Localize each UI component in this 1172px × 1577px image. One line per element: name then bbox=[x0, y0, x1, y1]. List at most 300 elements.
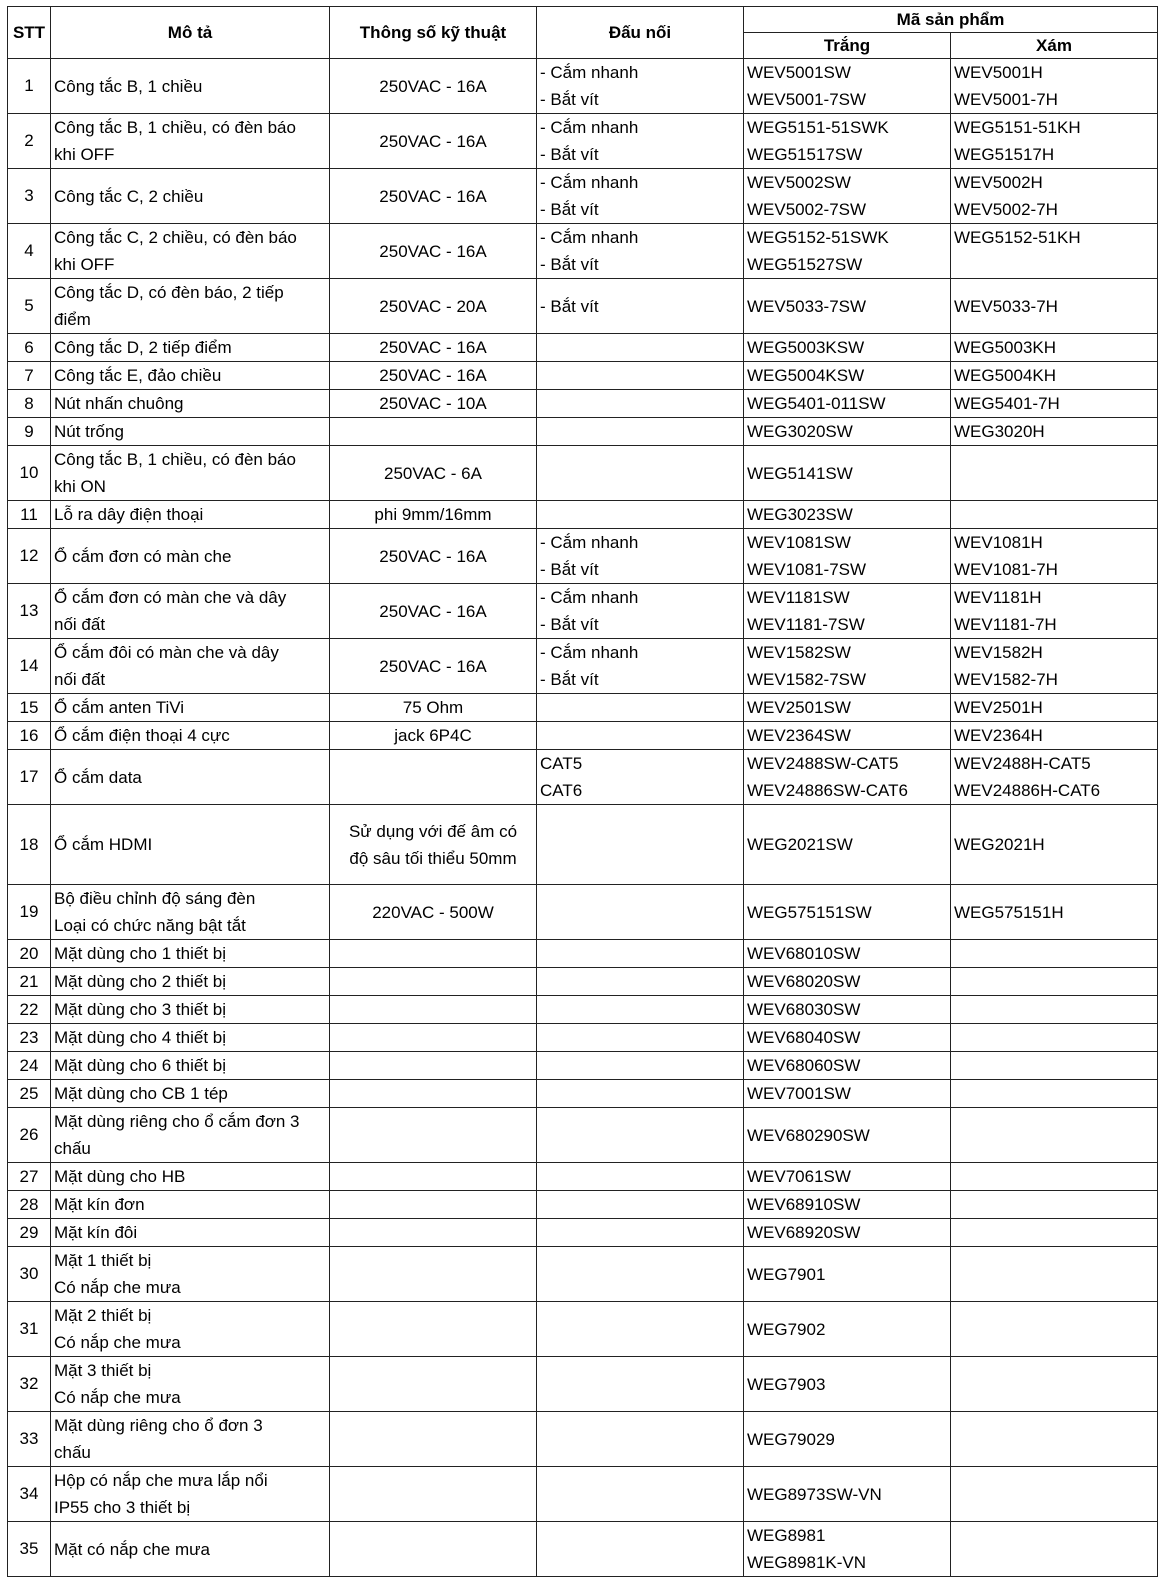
description-line: Công tắc C, 2 chiều, có đèn báo bbox=[54, 228, 297, 247]
description-line: Ổ cắm đơn có màn che và dây bbox=[54, 588, 287, 607]
connection-cell bbox=[537, 1247, 744, 1302]
white-code-line: WEV7061SW bbox=[747, 1167, 851, 1186]
table-body bbox=[8, 59, 1158, 1577]
connection-line: - Bắt vít bbox=[540, 200, 599, 219]
spec-cell bbox=[330, 940, 537, 968]
grey-code-cell bbox=[951, 1219, 1158, 1247]
spec-cell bbox=[330, 885, 537, 940]
description-line: Mặt dùng riêng cho ổ đơn 3 bbox=[54, 1416, 263, 1435]
grey-code-cell bbox=[951, 1247, 1158, 1302]
white-code-cell bbox=[744, 362, 951, 390]
spec-cell bbox=[330, 1108, 537, 1163]
stt-cell: 10 bbox=[8, 446, 51, 501]
connection-line: CAT5 bbox=[540, 754, 583, 773]
grey-code-cell bbox=[951, 885, 1158, 940]
white-code-line: WEV680290SW bbox=[747, 1125, 870, 1145]
white-code-cell bbox=[744, 584, 951, 639]
grey-code-line: WEV24886H-CAT6 bbox=[954, 781, 1101, 800]
description-cell bbox=[51, 501, 330, 529]
connection-cell bbox=[537, 279, 744, 334]
grey-code-cell bbox=[951, 968, 1158, 996]
white-code-line: WEV1181-7SW bbox=[747, 615, 865, 634]
stt-cell: 1 bbox=[8, 59, 51, 114]
connection-line: CAT6 bbox=[540, 781, 583, 800]
description-line: Có nắp che mưa bbox=[54, 1333, 181, 1352]
description-line: Ổ cắm anten TiVi bbox=[54, 698, 185, 717]
stt-cell: 28 bbox=[8, 1191, 51, 1219]
grey-code-line: WEV1081-7H bbox=[954, 560, 1058, 579]
table-row bbox=[8, 1302, 1158, 1357]
grey-code-cell bbox=[951, 1357, 1158, 1412]
description-line: Loại có chức năng bật tắt bbox=[54, 916, 246, 935]
grey-code-line bbox=[954, 251, 1154, 278]
stt-cell: 30 bbox=[8, 1247, 51, 1302]
description-line: Mặt 1 thiết bị bbox=[54, 1251, 152, 1270]
white-code-line: WEG5141SW bbox=[747, 463, 853, 483]
description-line: khi OFF bbox=[54, 145, 115, 164]
description-cell bbox=[51, 1108, 330, 1163]
connection-line: - Cắm nhanh bbox=[540, 228, 639, 247]
connection-cell bbox=[537, 529, 744, 584]
connection-cell bbox=[537, 1219, 744, 1247]
grey-code-cell bbox=[951, 722, 1158, 750]
connection-cell bbox=[537, 805, 744, 885]
table-row bbox=[8, 996, 1158, 1024]
spec-cell bbox=[330, 334, 537, 362]
connection-line: - Bắt vít bbox=[540, 255, 599, 274]
spec-line: Sử dụng với đế âm có bbox=[348, 821, 518, 841]
grey-code-cell bbox=[951, 334, 1158, 362]
description-cell bbox=[51, 390, 330, 418]
stt-cell: 23 bbox=[8, 1024, 51, 1052]
description-line: Hộp có nắp che mưa lắp nổi bbox=[54, 1471, 268, 1490]
description-cell bbox=[51, 639, 330, 694]
stt-cell: 2 bbox=[8, 114, 51, 169]
description-cell bbox=[51, 169, 330, 224]
description-cell bbox=[51, 805, 330, 885]
spec-cell bbox=[330, 446, 537, 501]
grey-code-cell bbox=[951, 1052, 1158, 1080]
connection-cell bbox=[537, 722, 744, 750]
spec-line: jack 6P4C bbox=[394, 726, 472, 745]
connection-cell bbox=[537, 1163, 744, 1191]
spec-cell bbox=[330, 59, 537, 114]
white-code-line: WEV68020SW bbox=[747, 972, 861, 991]
white-code-line: WEG7903 bbox=[747, 1374, 826, 1394]
stt-cell: 22 bbox=[8, 996, 51, 1024]
spec-cell bbox=[330, 584, 537, 639]
white-code-line: WEG5003KSW bbox=[747, 338, 865, 357]
white-code-line: WEV68040SW bbox=[747, 1028, 861, 1047]
grey-code-line: WEG575151H bbox=[954, 902, 1064, 922]
white-code-cell bbox=[744, 1163, 951, 1191]
stt-cell: 5 bbox=[8, 279, 51, 334]
spec-cell bbox=[330, 1024, 537, 1052]
description-line: IP55 cho 3 thiết bị bbox=[54, 1498, 191, 1517]
description-cell bbox=[51, 1024, 330, 1052]
header-grey: Xám bbox=[951, 33, 1158, 59]
spec-cell bbox=[330, 750, 537, 805]
grey-code-line: WEG5401-7H bbox=[954, 394, 1060, 413]
white-code-line: WEG2021SW bbox=[747, 835, 853, 854]
white-code-cell bbox=[744, 169, 951, 224]
grey-code-cell bbox=[951, 529, 1158, 584]
connection-cell bbox=[537, 968, 744, 996]
grey-code-cell bbox=[951, 1024, 1158, 1052]
stt-cell: 27 bbox=[8, 1163, 51, 1191]
spec-line: 75 Ohm bbox=[402, 698, 464, 717]
description-cell bbox=[51, 529, 330, 584]
white-code-cell bbox=[744, 1108, 951, 1163]
description-cell bbox=[51, 1302, 330, 1357]
white-code-line: WEG7901 bbox=[747, 1264, 826, 1284]
spec-line: 250VAC - 10A bbox=[379, 394, 487, 413]
table-row bbox=[8, 694, 1158, 722]
spec-line: 250VAC - 16A bbox=[379, 241, 487, 261]
white-code-cell bbox=[744, 279, 951, 334]
description-cell bbox=[51, 1163, 330, 1191]
white-code-line: WEG51527SW bbox=[747, 255, 863, 274]
table-row bbox=[8, 279, 1158, 334]
spec-cell bbox=[330, 694, 537, 722]
table-row bbox=[8, 1191, 1158, 1219]
description-line: Nút trống bbox=[54, 422, 124, 441]
grey-code-cell bbox=[951, 1191, 1158, 1219]
spec-cell bbox=[330, 279, 537, 334]
white-code-cell bbox=[744, 1302, 951, 1357]
stt-cell: 34 bbox=[8, 1467, 51, 1522]
spec-cell bbox=[330, 501, 537, 529]
description-cell bbox=[51, 1467, 330, 1522]
description-line: Mặt dùng cho 3 thiết bị bbox=[54, 1000, 227, 1019]
white-code-line: WEG5151-51SWK bbox=[747, 118, 889, 137]
description-line: Mặt kín đôi bbox=[54, 1223, 138, 1242]
white-code-cell bbox=[744, 1080, 951, 1108]
description-cell bbox=[51, 722, 330, 750]
stt-cell: 6 bbox=[8, 334, 51, 362]
white-code-line: WEV1181SW bbox=[747, 588, 850, 607]
stt-cell: 13 bbox=[8, 584, 51, 639]
grey-code-line: WEV5001-7H bbox=[954, 90, 1058, 109]
grey-code-line: WEV1081H bbox=[954, 533, 1043, 552]
spec-cell bbox=[330, 418, 537, 446]
stt-cell: 12 bbox=[8, 529, 51, 584]
spec-line: 220VAC - 500W bbox=[372, 902, 494, 922]
grey-code-cell bbox=[951, 224, 1158, 279]
description-line: nối đất bbox=[54, 615, 106, 634]
connection-line: - Bắt vít bbox=[540, 560, 599, 579]
table-row bbox=[8, 1108, 1158, 1163]
white-code-line: WEG7902 bbox=[747, 1319, 826, 1339]
connection-cell bbox=[537, 1302, 744, 1357]
white-code-cell bbox=[744, 1219, 951, 1247]
description-line: Công tắc C, 2 chiều bbox=[54, 186, 204, 206]
white-code-cell bbox=[744, 1522, 951, 1577]
spec-line: 250VAC - 16A bbox=[379, 601, 487, 621]
spec-cell bbox=[330, 722, 537, 750]
white-code-cell bbox=[744, 940, 951, 968]
white-code-line: WEV1081SW bbox=[747, 533, 851, 552]
grey-code-line: WEG3020H bbox=[954, 422, 1045, 441]
grey-code-cell bbox=[951, 59, 1158, 114]
description-line: Công tắc B, 1 chiều, có đèn báo bbox=[54, 450, 296, 469]
spec-cell bbox=[330, 1412, 537, 1467]
spec-cell bbox=[330, 1191, 537, 1219]
grey-code-cell bbox=[951, 446, 1158, 501]
product-table bbox=[7, 6, 1158, 1577]
header-connection: Đấu nối bbox=[537, 7, 744, 59]
description-cell bbox=[51, 1191, 330, 1219]
connection-line: - Cắm nhanh bbox=[540, 643, 639, 662]
grey-code-cell bbox=[951, 169, 1158, 224]
grey-code-line: WEG5152-51KH bbox=[954, 228, 1081, 247]
spec-line: 250VAC - 16A bbox=[379, 546, 487, 566]
stt-cell: 4 bbox=[8, 224, 51, 279]
spec-cell bbox=[330, 1522, 537, 1577]
stt-cell: 18 bbox=[8, 805, 51, 885]
white-code-line: WEG5004KSW bbox=[747, 366, 865, 385]
stt-cell: 21 bbox=[8, 968, 51, 996]
white-code-line: WEG79029 bbox=[747, 1429, 835, 1449]
description-line: Công tắc B, 1 chiều, có đèn báo bbox=[54, 118, 296, 137]
description-line: Có nắp che mưa bbox=[54, 1278, 181, 1297]
description-cell bbox=[51, 279, 330, 334]
spec-line: phi 9mm/16mm bbox=[374, 505, 492, 524]
spec-cell bbox=[330, 114, 537, 169]
white-code-line: WEV5033-7SW bbox=[747, 296, 867, 316]
connection-cell bbox=[537, 1052, 744, 1080]
stt-cell: 31 bbox=[8, 1302, 51, 1357]
grey-code-cell bbox=[951, 390, 1158, 418]
grey-code-cell bbox=[951, 805, 1158, 885]
spec-cell bbox=[330, 529, 537, 584]
grey-code-cell bbox=[951, 639, 1158, 694]
table-row bbox=[8, 114, 1158, 169]
connection-cell bbox=[537, 59, 744, 114]
table-row bbox=[8, 169, 1158, 224]
description-cell bbox=[51, 334, 330, 362]
spec-cell bbox=[330, 1302, 537, 1357]
white-code-cell bbox=[744, 996, 951, 1024]
spec-cell bbox=[330, 805, 537, 885]
connection-cell bbox=[537, 446, 744, 501]
grey-code-cell bbox=[951, 996, 1158, 1024]
connection-cell bbox=[537, 996, 744, 1024]
white-code-cell bbox=[744, 390, 951, 418]
grey-code-line: WEV1582H bbox=[954, 643, 1043, 662]
connection-line: - Bắt vít bbox=[540, 615, 599, 634]
description-line: Bộ điều chỉnh độ sáng đèn bbox=[54, 889, 256, 908]
grey-code-cell bbox=[951, 362, 1158, 390]
table-row bbox=[8, 1247, 1158, 1302]
description-line: Mặt dùng riêng cho ổ cắm đơn 3 bbox=[54, 1112, 300, 1131]
white-code-cell bbox=[744, 1052, 951, 1080]
grey-code-line: WEV2501H bbox=[954, 698, 1043, 717]
connection-cell bbox=[537, 334, 744, 362]
grey-code-cell bbox=[951, 1163, 1158, 1191]
stt-cell: 16 bbox=[8, 722, 51, 750]
white-code-cell bbox=[744, 1191, 951, 1219]
grey-code-cell bbox=[951, 1467, 1158, 1522]
description-line: Mặt 3 thiết bị bbox=[54, 1361, 152, 1380]
description-line: Mặt dùng cho 1 thiết bị bbox=[54, 944, 227, 963]
spec-cell bbox=[330, 362, 537, 390]
description-line: Ổ cắm HDMI bbox=[54, 835, 153, 854]
grey-code-cell bbox=[951, 940, 1158, 968]
header-white: Trắng bbox=[744, 33, 951, 59]
description-line: khi OFF bbox=[54, 255, 115, 274]
stt-cell: 20 bbox=[8, 940, 51, 968]
spec-line: 250VAC - 16A bbox=[379, 338, 487, 357]
description-line: Công tắc B, 1 chiều bbox=[54, 76, 203, 96]
table-row bbox=[8, 940, 1158, 968]
connection-line: - Bắt vít bbox=[540, 90, 599, 109]
table-row bbox=[8, 1412, 1158, 1467]
table-row bbox=[8, 362, 1158, 390]
spec-line: 250VAC - 16A bbox=[379, 131, 487, 151]
grey-code-cell bbox=[951, 1412, 1158, 1467]
stt-cell: 3 bbox=[8, 169, 51, 224]
table-row bbox=[8, 1024, 1158, 1052]
spec-line: 250VAC - 16A bbox=[379, 366, 487, 385]
header-spec: Thông số kỹ thuật bbox=[330, 7, 537, 59]
grey-code-cell bbox=[951, 750, 1158, 805]
description-cell bbox=[51, 940, 330, 968]
description-cell bbox=[51, 59, 330, 114]
spec-cell bbox=[330, 169, 537, 224]
description-line: Mặt dùng cho 4 thiết bị bbox=[54, 1028, 227, 1047]
table-row bbox=[8, 1080, 1158, 1108]
white-code-cell bbox=[744, 59, 951, 114]
description-cell bbox=[51, 996, 330, 1024]
connection-cell bbox=[537, 940, 744, 968]
table-row bbox=[8, 584, 1158, 639]
grey-code-cell bbox=[951, 1108, 1158, 1163]
stt-cell: 9 bbox=[8, 418, 51, 446]
grey-code-line: WEV1181H bbox=[954, 588, 1042, 607]
description-line: Mặt kín đơn bbox=[54, 1195, 145, 1214]
connection-cell bbox=[537, 584, 744, 639]
description-line: Ổ cắm data bbox=[54, 767, 142, 787]
spec-line: độ sâu tối thiểu 50mm bbox=[349, 848, 517, 868]
grey-code-cell bbox=[951, 501, 1158, 529]
description-line: Mặt 2 thiết bị bbox=[54, 1306, 152, 1325]
white-code-cell bbox=[744, 722, 951, 750]
stt-cell: 11 bbox=[8, 501, 51, 529]
description-line: Công tắc D, 2 tiếp điểm bbox=[54, 338, 232, 357]
connection-cell bbox=[537, 501, 744, 529]
grey-code-line: WEV1582-7H bbox=[954, 670, 1058, 689]
white-code-line: WEV68910SW bbox=[747, 1195, 861, 1214]
grey-code-cell bbox=[951, 1302, 1158, 1357]
grey-code-line: WEV1181-7H bbox=[954, 615, 1057, 634]
white-code-line: WEG3023SW bbox=[747, 505, 853, 524]
description-cell bbox=[51, 362, 330, 390]
spec-cell bbox=[330, 1357, 537, 1412]
description-line: Lỗ ra dây điện thoại bbox=[54, 505, 204, 524]
stt-cell: 33 bbox=[8, 1412, 51, 1467]
white-code-line: WEV7001SW bbox=[747, 1084, 851, 1103]
description-line: Ổ cắm đôi có màn che và dây bbox=[54, 643, 279, 662]
stt-cell: 14 bbox=[8, 639, 51, 694]
connection-cell bbox=[537, 750, 744, 805]
grey-code-line: WEV5002H bbox=[954, 173, 1043, 192]
white-code-line: WEV2488SW-CAT5 bbox=[747, 754, 899, 773]
grey-code-line: WEV5002-7H bbox=[954, 200, 1058, 219]
table-row bbox=[8, 1219, 1158, 1247]
table-row bbox=[8, 805, 1158, 885]
stt-cell: 35 bbox=[8, 1522, 51, 1577]
white-code-cell bbox=[744, 968, 951, 996]
description-cell bbox=[51, 1522, 330, 1577]
white-code-line: WEG5152-51SWK bbox=[747, 228, 889, 247]
description-line: Mặt dùng cho HB bbox=[54, 1167, 186, 1186]
white-code-line: WEV5001SW bbox=[747, 63, 851, 82]
stt-cell: 15 bbox=[8, 694, 51, 722]
description-cell bbox=[51, 1052, 330, 1080]
table-row bbox=[8, 1522, 1158, 1577]
stt-cell: 26 bbox=[8, 1108, 51, 1163]
table-row bbox=[8, 334, 1158, 362]
white-code-line: WEV68920SW bbox=[747, 1223, 861, 1242]
spec-line: 250VAC - 6A bbox=[384, 463, 482, 483]
white-code-line: WEV2364SW bbox=[747, 726, 851, 745]
spec-cell bbox=[330, 1467, 537, 1522]
table-row bbox=[8, 885, 1158, 940]
table-row bbox=[8, 1357, 1158, 1412]
table-row bbox=[8, 1163, 1158, 1191]
spec-line: 250VAC - 16A bbox=[379, 76, 487, 96]
connection-line: - Cắm nhanh bbox=[540, 533, 639, 552]
connection-cell bbox=[537, 390, 744, 418]
description-cell bbox=[51, 584, 330, 639]
header-product-code: Mã sản phẩm bbox=[744, 7, 1158, 33]
stt-cell: 29 bbox=[8, 1219, 51, 1247]
connection-cell bbox=[537, 362, 744, 390]
connection-cell bbox=[537, 114, 744, 169]
grey-code-cell bbox=[951, 584, 1158, 639]
spec-cell bbox=[330, 1219, 537, 1247]
header-stt: STT bbox=[8, 7, 51, 59]
table-row bbox=[8, 639, 1158, 694]
white-code-line: WEV68030SW bbox=[747, 1000, 861, 1019]
connection-line: - Bắt vít bbox=[540, 670, 599, 689]
white-code-line: WEV68060SW bbox=[747, 1056, 861, 1075]
connection-cell bbox=[537, 639, 744, 694]
description-cell bbox=[51, 1247, 330, 1302]
grey-code-line: WEG5003KH bbox=[954, 338, 1057, 357]
connection-cell bbox=[537, 1024, 744, 1052]
spec-cell bbox=[330, 1247, 537, 1302]
connection-cell bbox=[537, 1522, 744, 1577]
description-cell bbox=[51, 418, 330, 446]
header-description: Mô tả bbox=[51, 7, 330, 59]
spec-cell bbox=[330, 224, 537, 279]
connection-cell bbox=[537, 885, 744, 940]
connection-line: - Cắm nhanh bbox=[540, 173, 639, 192]
description-cell bbox=[51, 224, 330, 279]
grey-code-line: WEG5004KH bbox=[954, 366, 1057, 385]
description-line: nối đất bbox=[54, 670, 106, 689]
white-code-cell bbox=[744, 1024, 951, 1052]
table-row bbox=[8, 224, 1158, 279]
white-code-cell bbox=[744, 224, 951, 279]
grey-code-cell bbox=[951, 694, 1158, 722]
white-code-cell bbox=[744, 885, 951, 940]
white-code-line: WEG8981K-VN bbox=[747, 1553, 867, 1572]
table-row bbox=[8, 529, 1158, 584]
spec-cell bbox=[330, 1052, 537, 1080]
